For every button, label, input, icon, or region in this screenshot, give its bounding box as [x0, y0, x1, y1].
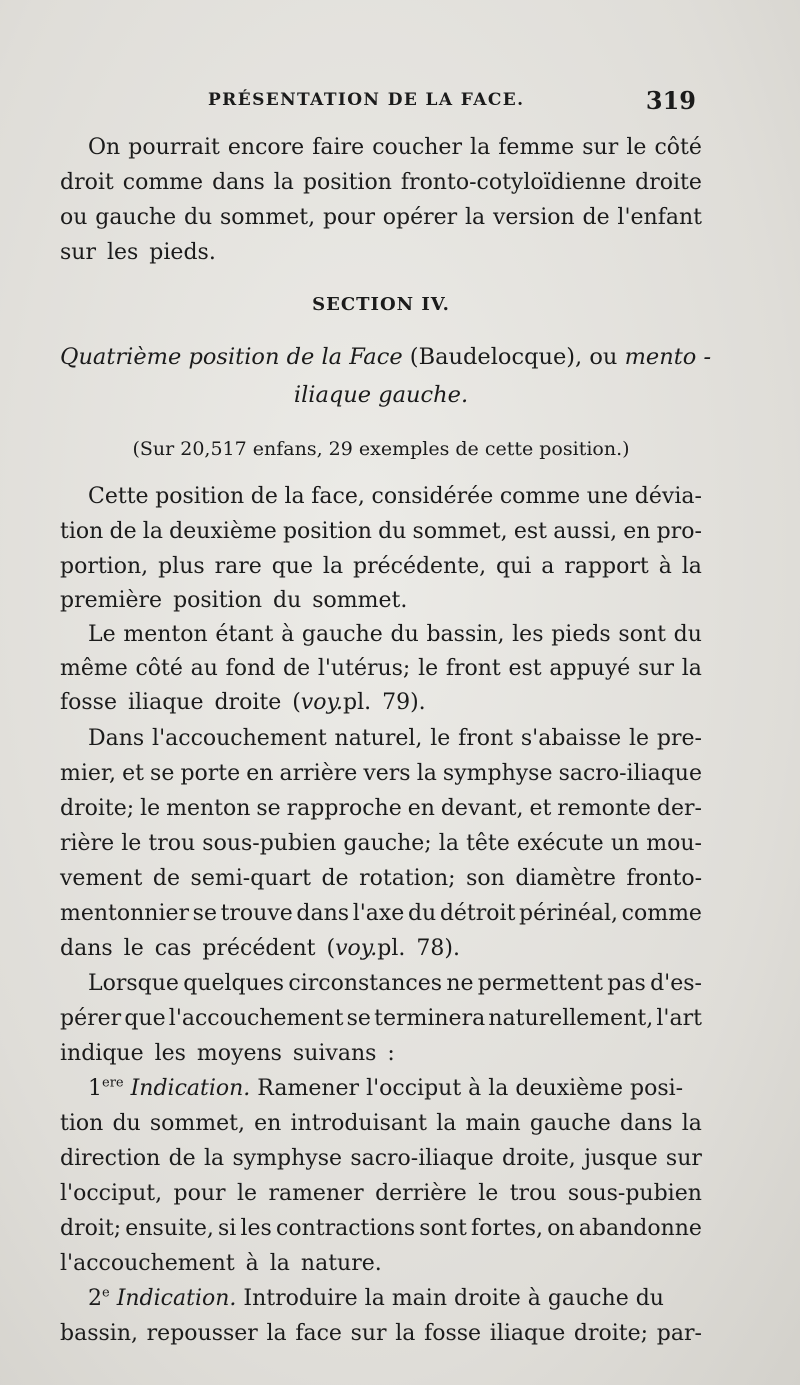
indication-number: 1	[88, 1076, 102, 1101]
section-title-line-2: iliaque gauche.	[293, 382, 469, 408]
text-line	[88, 1282, 702, 1316]
page-number: 319	[645, 86, 696, 115]
running-title: PRÉSENTATION DE LA FACE.	[208, 90, 525, 110]
text-line: Cette position de la face, considérée comme une dévia-	[88, 484, 702, 509]
text-line: tion de la deuxième position du sommet, est aussi, en pro-	[60, 519, 702, 544]
text-span: pl. 78).	[377, 936, 460, 961]
text-span: dans le cas précédent (	[60, 936, 336, 961]
text-line: Le menton étant à gauche du bassin, les pieds sont du	[88, 622, 702, 647]
text-line: portion, plus rare que la précédente, qui a rapport à la	[60, 554, 702, 579]
text-line: droit; ensuite, si les contractions sont fortes, on abandonne	[60, 1216, 702, 1241]
text-line: même côté au fond de l'utérus; le front est appuyé sur la	[60, 656, 702, 681]
indication-label: Indication.	[109, 1286, 237, 1311]
page-header	[60, 86, 696, 122]
section-title-roman: (Baudelocque), ou	[402, 344, 625, 370]
text-line: pérer que l'accouchement se terminera naturellement, l'art	[60, 1006, 702, 1031]
text-line: direction de la symphyse sacro-iliaque droite, jusque sur	[60, 1146, 702, 1171]
text-line: indique les moyens suivans :	[60, 1041, 395, 1066]
text-line: rière le trou sous-pubien gauche; la tête exécute un mou-	[60, 831, 702, 856]
plate-reference: voy.	[300, 690, 343, 715]
text-line: première position du sommet.	[60, 588, 408, 613]
text-line: On pourrait encore faire coucher la femme sur le côté	[88, 135, 702, 160]
indication-ordinal: e	[102, 1285, 110, 1301]
text-span: Introduire la main droite à gauche du	[236, 1286, 664, 1311]
text-span: fosse iliaque droite (	[60, 690, 301, 715]
plate-reference: voy.	[335, 936, 378, 961]
text-line: l'occiput, pour le ramener derrière le trou sous-pubien	[60, 1181, 702, 1206]
indication-label: Indication.	[123, 1076, 251, 1101]
section-title-italic-end: mento -	[624, 344, 712, 370]
text-line: vement de semi-quart de rotation; son diamètre fronto-	[60, 866, 702, 891]
section-number: SECTION IV.	[312, 294, 450, 315]
text-line	[60, 932, 702, 966]
text-span: pl. 79).	[342, 690, 426, 715]
indication-number: 2	[88, 1286, 102, 1311]
text-line: Dans l'accouchement naturel, le front s'abaisse le pre-	[88, 726, 702, 751]
section-title-line	[60, 340, 712, 374]
text-line: Lorsque quelques circonstances ne permettent pas d'es-	[88, 971, 702, 996]
indication-ordinal: ere	[102, 1075, 124, 1091]
text-line: droite; le menton se rapproche en devant, et remonte der-	[60, 796, 702, 821]
text-line: mier, et se porte en arrière vers la symphyse sacro-iliaque	[60, 761, 702, 786]
text-line: ou gauche du sommet, pour opérer la version de l'enfant	[60, 205, 702, 230]
text-line	[88, 1072, 702, 1106]
section-title-italic: Quatrième position de la Face	[60, 344, 403, 370]
text-line: tion du sommet, en introduisant la main gauche dans la	[60, 1111, 702, 1136]
text-line	[60, 686, 702, 720]
text-span: Ramener l'occiput à la deuxième posi-	[250, 1076, 684, 1101]
text-line: sur les pieds.	[60, 240, 216, 265]
text-line: droit comme dans la position fronto-cotyloïdienne droite	[60, 170, 702, 195]
text-line: bassin, repousser la face sur la fosse iliaque droite; par-	[60, 1321, 702, 1346]
text-line: l'accouchement à la nature.	[60, 1251, 382, 1276]
text-line: mentonnier se trouve dans l'axe du détroit périnéal, comme	[60, 901, 702, 926]
section-statistics: (Sur 20,517 enfans, 29 exemples de cette position.)	[132, 438, 630, 460]
